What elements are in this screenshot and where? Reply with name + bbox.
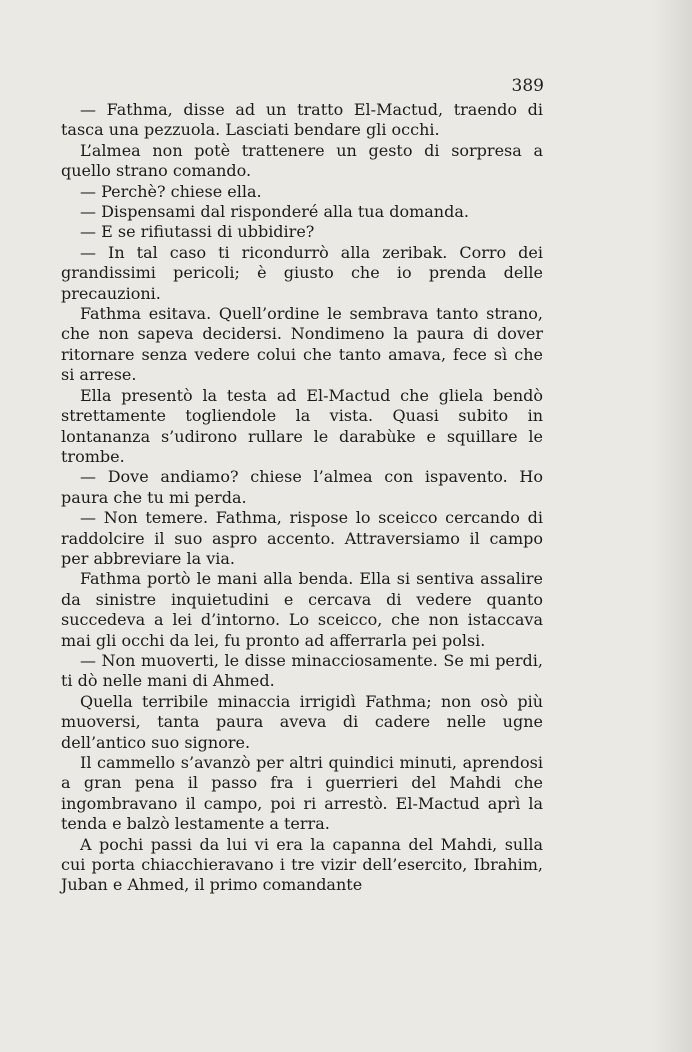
paragraph-4: — Dispensami dal risponderé alla tua domanda. bbox=[80, 202, 469, 222]
paragraph-9: — Dove andiamo? chiese l’almea con ispavento. Ho paura che tu mi perda. bbox=[61, 467, 543, 507]
paragraph-12: — Non muoverti, le disse minacciosamente. Se mi perdi, ti dò nelle mani di Ahmed. bbox=[61, 650, 543, 691]
page-number: 389 bbox=[511, 76, 544, 96]
paragraph-5: — E se rifiutassi di ubbidire? bbox=[80, 222, 315, 242]
paragraph-6: — In tal caso ti ricondurrò alla zeribak. Corro dei grandissimi pericoli; è giusto che io prenda delle precauzioni. bbox=[61, 242, 543, 303]
paragraph-14: Il cammello s’avanzò per altri quindici minuti, aprendosi a gran pena il passo fra i guerrieri del Mahdi che ingombravano il campo, poi ri arrestò. El-Mactud aprì la tenda e balzò lestamente a terra. bbox=[61, 753, 543, 834]
page-edge-shadow bbox=[652, 0, 692, 1052]
paragraph-1: — Fathma, disse ad un tratto El-Mactud, traendo di tasca una pezzuola. Lasciati bendare gli occhi. bbox=[61, 100, 543, 140]
paragraph-11: Fathma portò le mani alla benda. Ella si sentiva assalire da sinistre inquietudini e cercava di vedere quanto succedeva a lei d’intorno. Lo sceicco, che non istaccava mai gli occhi da lei, fu pronto ad afferrarla pei polsi. bbox=[61, 569, 543, 650]
body-text bbox=[61, 100, 543, 896]
paragraph-15: A pochi passi da lui vi era la capanna del Mahdi, sulla cui porta chiacchieravano i tre vizir dell’esercito, Ibrahim, Juban e Ahmed, il primo comandante bbox=[61, 834, 543, 895]
paragraph-8: Ella presentò la testa ad El-Mactud che gliela bendò strettamente togliendole la vista. Quasi subito in lontananza s’udirono rullare le darabùke e squillare le trombe. bbox=[61, 385, 543, 466]
paragraph-7: Fathma esitava. Quell’ordine le sembrava tanto strano, che non sapeva decidersi. Nondimeno la paura di dover ritornare senza vedere colui che tanto amava, fece sì che si arrese. bbox=[61, 304, 543, 385]
paragraph-13: Quella terribile minaccia irrigidì Fathma; non osò più muoversi, tanta paura aveva di cadere nelle ugne dell’antico suo signore. bbox=[61, 691, 543, 752]
paragraph-2: L’almea non potè trattenere un gesto di sorpresa a quello strano comando. bbox=[61, 140, 543, 181]
paragraph-10: — Non temere. Fathma, rispose lo sceicco cercando di raddolcire il suo aspro accento. Attraversiamo il campo per abbreviare la via. bbox=[61, 508, 543, 568]
paragraph-3: — Perchè? chiese ella. bbox=[80, 181, 262, 201]
